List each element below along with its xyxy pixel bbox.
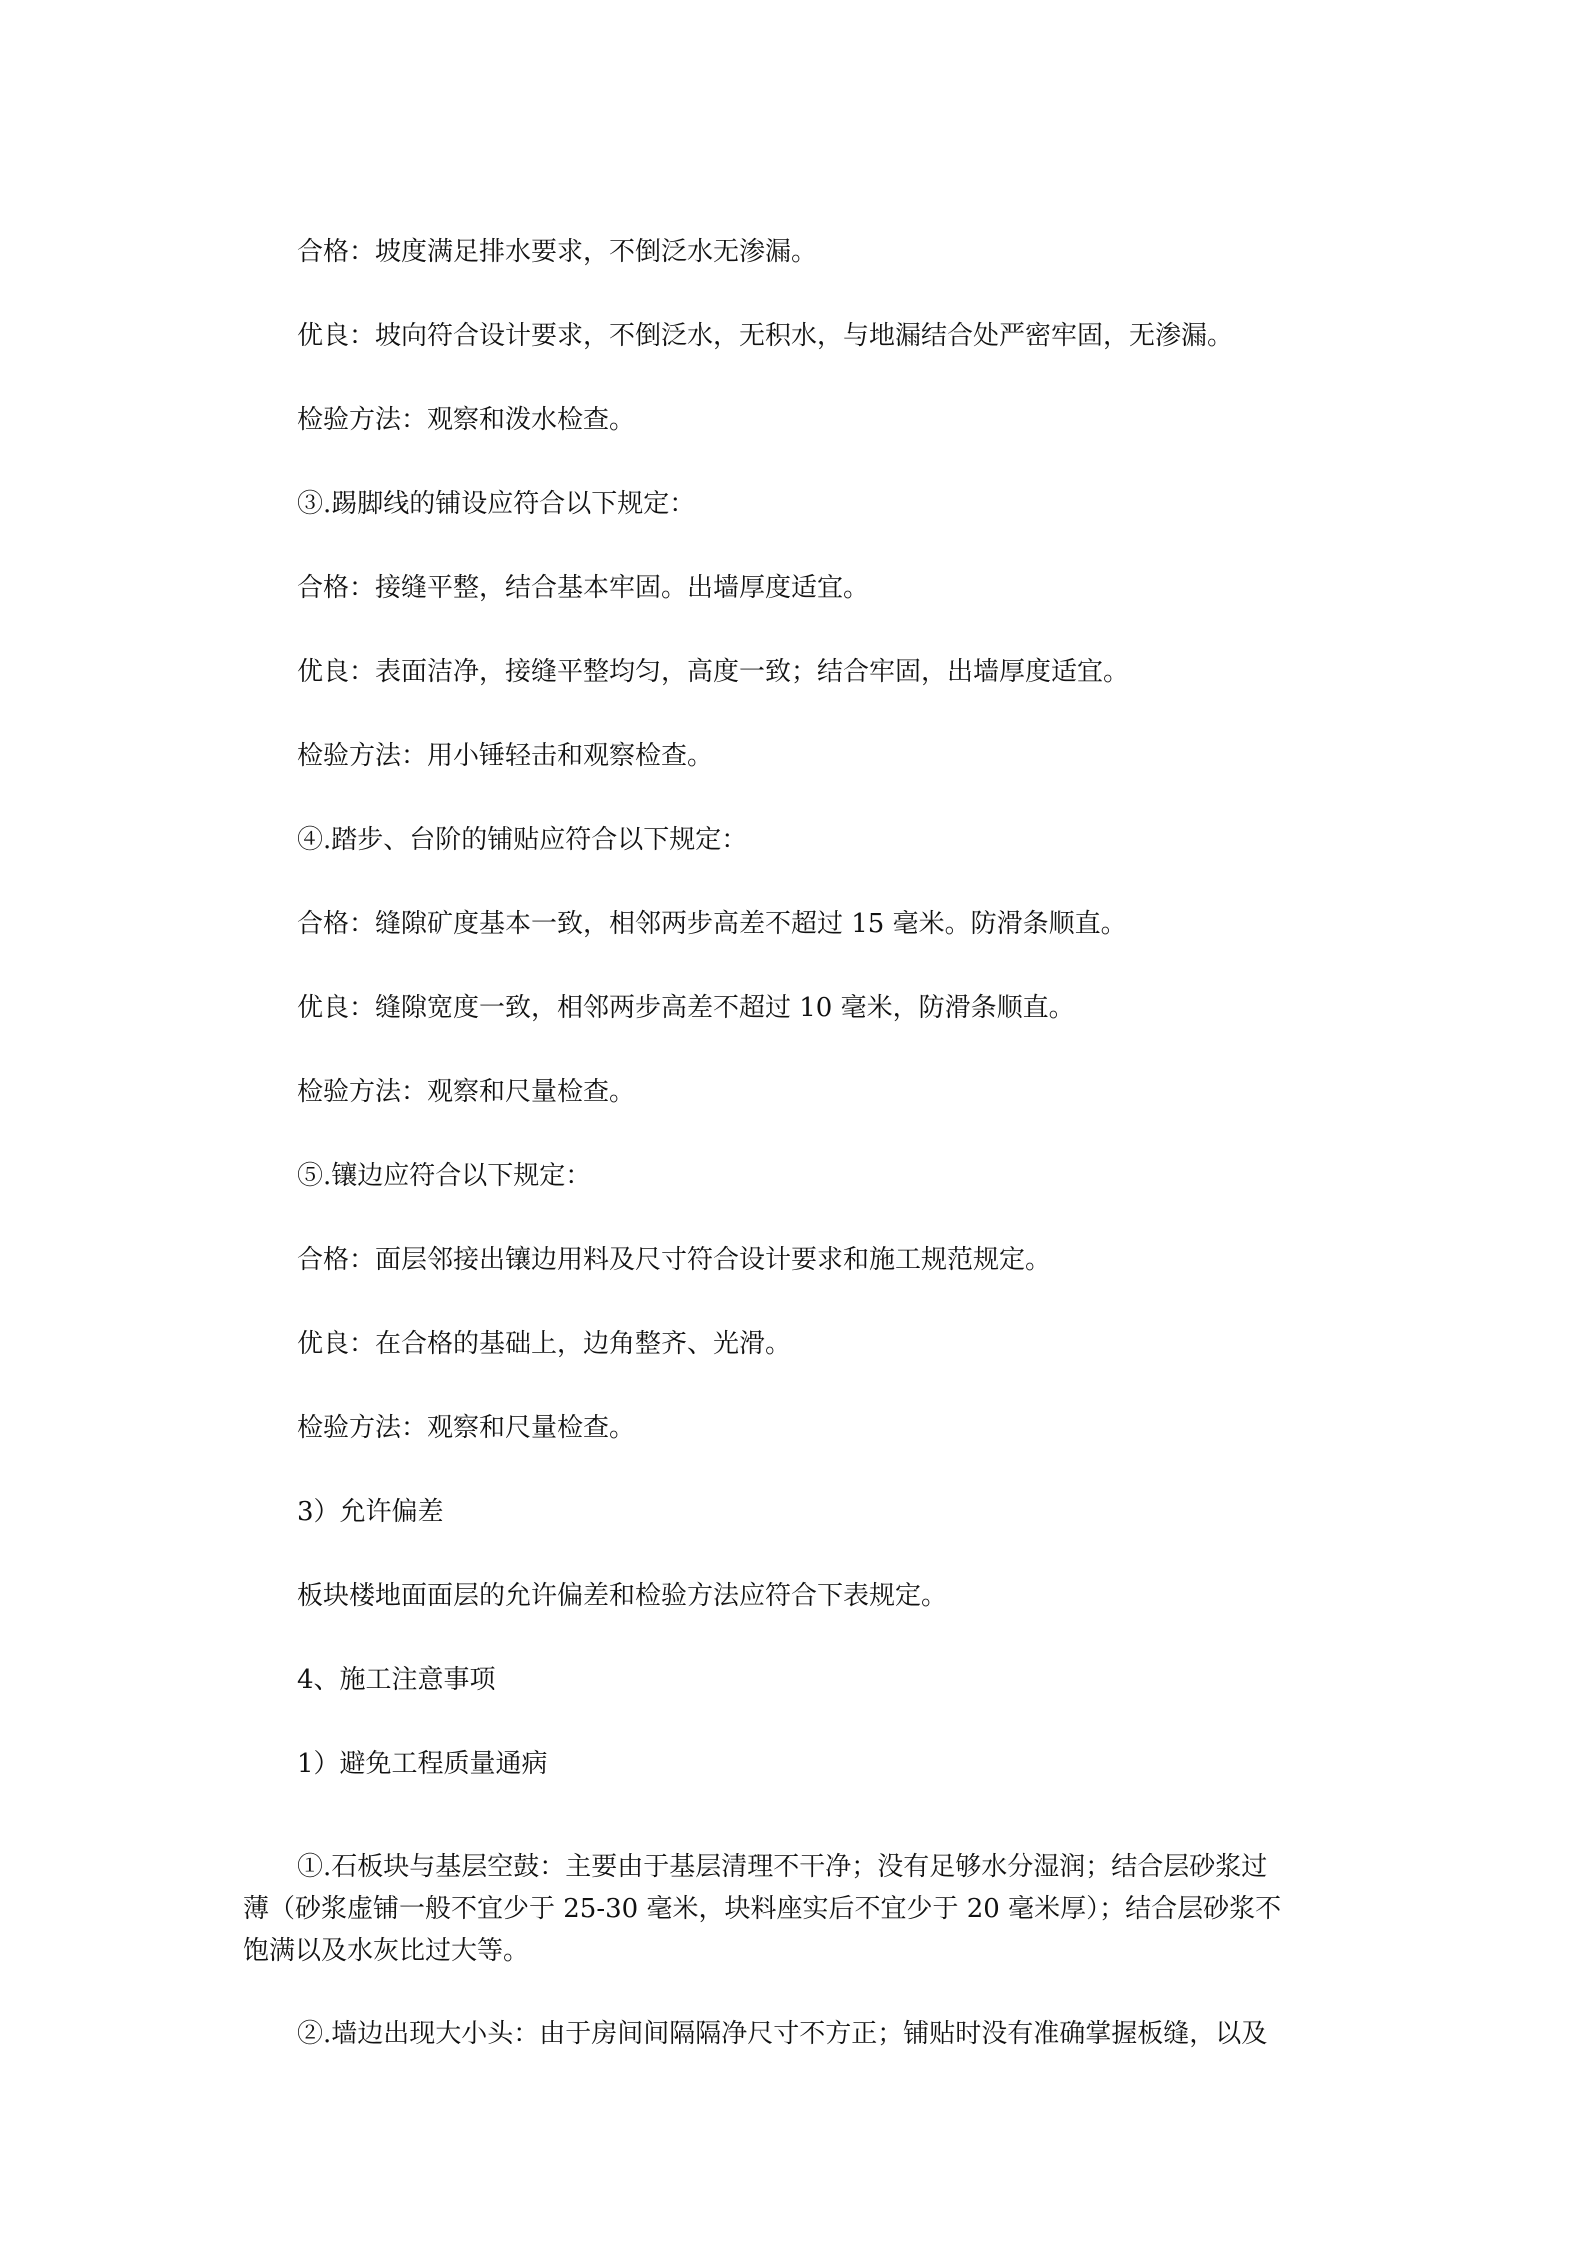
paragraph-deviation-table-note: 板块楼地面面层的允许偏差和检验方法应符合下表规定。 bbox=[297, 1581, 948, 1611]
paragraph-hollowing-line-1: ①.石板块与基层空鼓：主要由于基层清理不干净；没有足够水分湿润；结合层砂浆过 bbox=[297, 1852, 1268, 1882]
paragraph-excellent-slope: 优良：坡向符合设计要求，不倒泛水，无积水，与地漏结合处严密牢固，无渗漏。 bbox=[297, 321, 1234, 351]
paragraph-wall-edge-defect bbox=[297, 2013, 1347, 2055]
paragraph-qualified-steps: 合格：缝隙矿度基本一致，相邻两步高差不超过 15 毫米。防滑条顺直。 bbox=[297, 909, 1127, 939]
document-body bbox=[297, 231, 1347, 1827]
paragraph-wall-edge-line-1: ②.墙边出现大小头：由于房间间隔隔净尺寸不方正；铺贴时没有准确掌握板缝，以及 bbox=[297, 2019, 1268, 2049]
paragraph-inspection-method-2: 检验方法：用小锤轻击和观察检查。 bbox=[297, 741, 714, 771]
subsection-avoid-defects: 1）避免工程质量通病 bbox=[297, 1749, 548, 1779]
paragraph-hollowing-line-3: 饱满以及水灰比过大等。 bbox=[243, 1936, 530, 1966]
paragraph-hollowing-line-2: 薄（砂浆虚铺一般不宜少于 25-30 毫米，块料座实后不宜少于 20 毫米厚）；结合层砂浆不 bbox=[243, 1894, 1282, 1924]
section-allowable-deviation: 3）允许偏差 bbox=[297, 1497, 444, 1527]
paragraph-inspection-method-4: 检验方法：观察和尺量检查。 bbox=[297, 1413, 636, 1443]
paragraph-excellent-skirting: 优良：表面洁净，接缝平整均匀，高度一致；结合牢固，出墙厚度适宜。 bbox=[297, 657, 1130, 687]
paragraph-qualified-skirting: 合格：接缝平整，结合基本牢固。出墙厚度适宜。 bbox=[297, 573, 870, 603]
paragraph-steps-heading: ④.踏步、台阶的铺贴应符合以下规定： bbox=[297, 825, 748, 855]
paragraph-excellent-edging: 优良：在合格的基础上，边角整齐、光滑。 bbox=[297, 1329, 792, 1359]
paragraph-hollowing-defect bbox=[243, 1846, 1347, 1972]
paragraph-edging-heading: ⑤.镶边应符合以下规定： bbox=[297, 1161, 592, 1191]
paragraph-skirting-heading: ③.踢脚线的铺设应符合以下规定： bbox=[297, 489, 696, 519]
paragraph-inspection-method-3: 检验方法：观察和尺量检查。 bbox=[297, 1077, 636, 1107]
section-construction-notes: 4、施工注意事项 bbox=[297, 1665, 496, 1695]
paragraph-inspection-method-1: 检验方法：观察和泼水检查。 bbox=[297, 405, 636, 435]
paragraph-qualified-slope: 合格：坡度满足排水要求，不倒泛水无渗漏。 bbox=[297, 237, 818, 267]
paragraph-excellent-steps: 优良：缝隙宽度一致，相邻两步高差不超过 10 毫米，防滑条顺直。 bbox=[297, 993, 1075, 1023]
paragraph-qualified-edging: 合格：面层邻接出镶边用料及尺寸符合设计要求和施工规范规定。 bbox=[297, 1245, 1052, 1275]
